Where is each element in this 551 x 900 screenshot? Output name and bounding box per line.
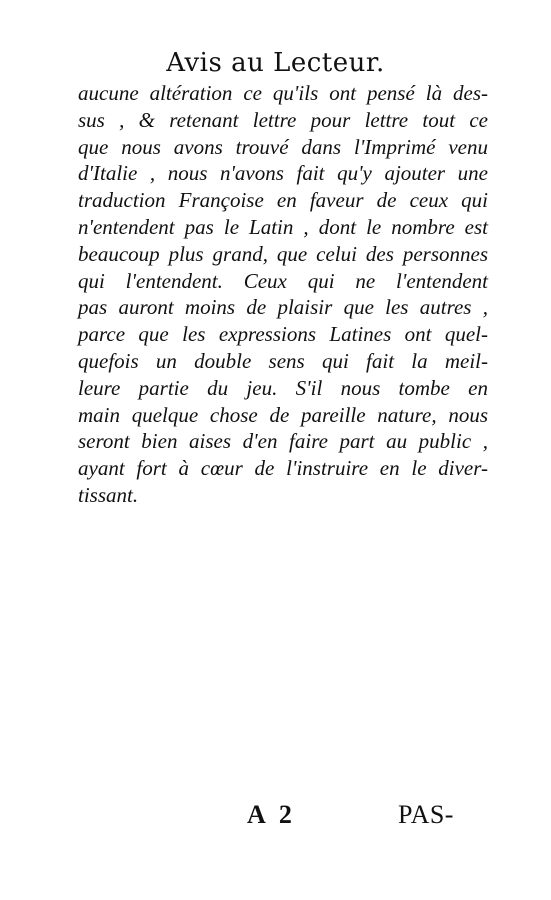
text-line: sus , & retenant lettre pour lettre tout ce [78,107,488,132]
text-line: ayant fort à cœur de l'instruire en le diver- [78,456,488,481]
text-line: n'entendent pas le Latin , dont le nombre est [78,214,488,239]
text-line: quefois un double sens qui fait la meil- [78,348,488,373]
text-line: que nous avons trouvé dans l'Imprimé venu [78,134,488,159]
text-line: seront bien aises d'en faire part au public , [78,429,488,454]
signature-mark: A 2 [247,800,296,829]
text-line: traduction Françoise en faveur de ceux qui [78,188,488,213]
catchword: PAS- [398,800,454,829]
text-line: tissant. [78,482,139,507]
text-line: parce que les expressions Latines ont quel- [78,322,488,347]
text-line: beaucoup plus grand, que celui des personnes [78,241,488,266]
running-head: Avis au Lecteur. [166,48,385,78]
body-text [78,80,488,509]
text-line: pas auront moins de plaisir que les autres , [78,295,488,320]
text-line: d'Italie , nous n'avons fait qu'y ajouter une [78,161,488,186]
text-line: main quelque chose de pareille nature, nous [78,402,488,427]
text-line: aucune altération ce qu'ils ont pensé là des- [78,81,488,105]
text-line: leure partie du jeu. S'il nous tombe en [78,375,488,400]
text-line: qui l'entendent. Ceux qui ne l'entendent [78,268,488,293]
